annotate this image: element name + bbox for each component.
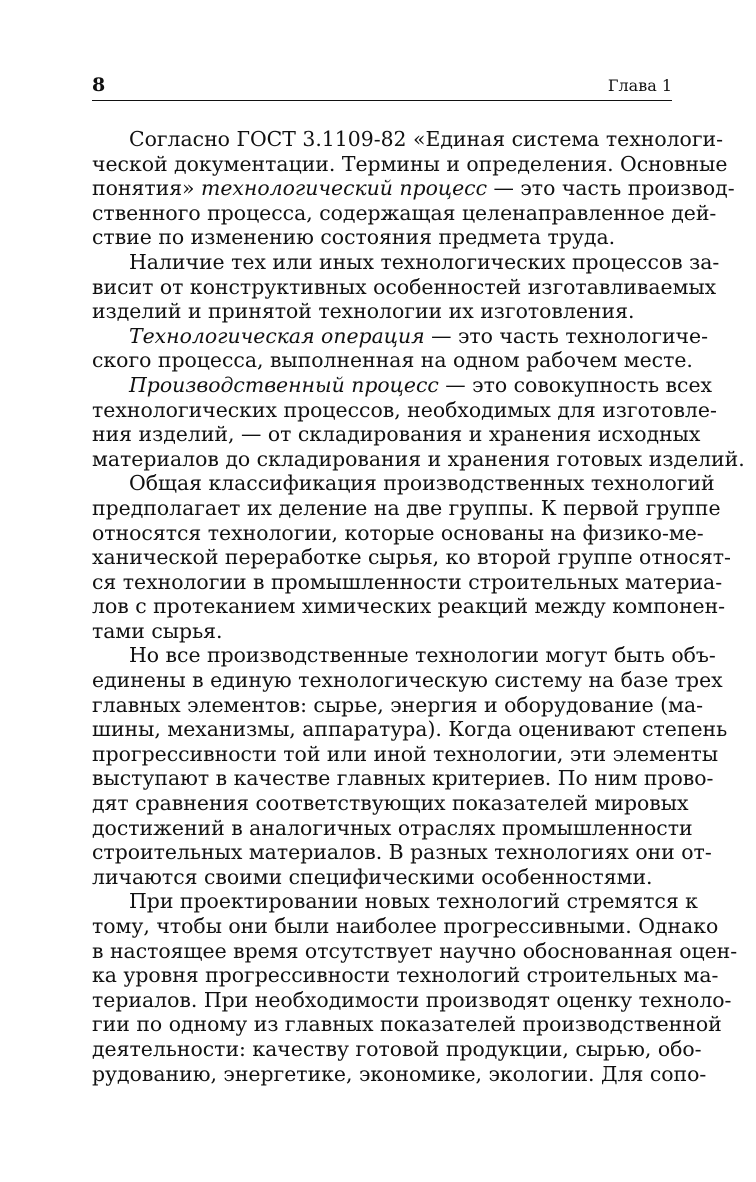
chapter-label: Глава 1 (607, 76, 672, 95)
text-line (92, 372, 713, 398)
paragraph (92, 323, 708, 373)
text-line (92, 865, 672, 890)
text-segment: строительных материалов. В разных технологиях они от- (92, 840, 712, 865)
italic-term: Технологическая операция (129, 323, 425, 348)
text-segment: ханической переработке сырья, ко второй группе относят- (92, 545, 731, 570)
italic-term: технологический процесс (201, 176, 488, 201)
text-line (92, 692, 704, 718)
text-line (92, 815, 693, 841)
text-line (92, 323, 708, 349)
text-segment: тами сырья. (92, 618, 223, 643)
text-segment: технологических процессов, необходимых для изготовле- (92, 397, 717, 422)
text-line (92, 225, 672, 250)
text-segment: относятся технологии, которые основаны на физико-ме- (92, 520, 704, 545)
paragraph (92, 471, 731, 643)
text-segment: тому, чтобы они были наиболее прогрессивными. Однако (92, 914, 719, 938)
text-segment: деятельности: качеству готовой продукции, сырью, обо- (92, 1036, 702, 1061)
text-line (92, 914, 719, 939)
text-segment: материалов до складирования и хранения готовых изделий. (92, 446, 745, 471)
text-line (92, 176, 735, 201)
text-line (92, 1012, 722, 1037)
text-line (92, 889, 698, 914)
text-line (92, 938, 738, 964)
text-segment: териалов. При необходимости производят оценку техноло- (92, 987, 732, 1012)
text-segment: достижений в аналогичных отраслях промышленности (92, 815, 693, 840)
text-segment: понятия» (92, 176, 202, 201)
text-segment: дят сравнения соответствующих показателей мировых (92, 791, 689, 816)
text-segment: ся технологии в промышленности строительных материа- (92, 569, 723, 594)
text-segment: главных элементов: сырье, энергия и оборудование (ма- (92, 692, 704, 717)
text-line (92, 200, 717, 226)
text-line (92, 274, 717, 300)
text-line (92, 668, 723, 693)
text-segment: ческой документации. Термины и определения. Основные (92, 151, 728, 176)
text-segment: лов с протеканием химических реакций между компонен- (92, 594, 726, 619)
text-segment: Но все производственные технологии могут быть объ- (129, 643, 716, 668)
text-segment: рудованию, энергетике, экономике, экологии. Для сопо- (92, 1061, 707, 1086)
text-segment: гии по одному из главных показателей производственной (92, 1012, 722, 1037)
text-line (92, 717, 728, 742)
text-segment: ствие по изменению состояния предмета труда. (92, 225, 616, 250)
text-line (92, 987, 732, 1013)
running-header (92, 74, 672, 101)
text-line (92, 299, 672, 324)
text-segment: — это совокупность всех (438, 372, 713, 397)
text-segment: личаются своими специфическими особенностями. (92, 864, 653, 889)
text-segment: в настоящее время отсутствует научно обоснованная оцен- (92, 938, 738, 963)
text-line (92, 791, 689, 816)
text-segment: изделий и принятой технологии их изготовления. (92, 299, 635, 324)
text-segment: Общая классификация производственных технологий (129, 471, 715, 496)
text-line (92, 840, 712, 865)
text-line (92, 766, 714, 791)
text-line (92, 249, 720, 275)
text-line (92, 963, 719, 988)
text-line (92, 594, 726, 619)
text-line (92, 397, 717, 423)
italic-term: Производственный процесс (129, 372, 439, 397)
paragraph (92, 889, 738, 1086)
text-line (92, 446, 745, 472)
text-segment: При проектировании новых технологий стремятся к (129, 889, 698, 914)
text-line (92, 520, 704, 546)
text-line (92, 569, 723, 595)
text-line (92, 619, 672, 644)
paragraph (92, 643, 728, 889)
body-text (92, 127, 745, 1086)
text-segment: предполагает их деление на две группы. К первой группе (92, 495, 721, 520)
text-segment: Наличие тех или иных технологических процессов за- (129, 249, 720, 274)
text-line (92, 348, 693, 373)
text-segment: единены в единую технологическую систему на базе трех (92, 668, 723, 693)
text-segment: ния изделий, — от складирования и хранения исходных (92, 422, 701, 447)
text-line (92, 1036, 702, 1062)
text-segment: шины, механизмы, аппаратура). Когда оценивают степень (92, 717, 728, 742)
text-segment: ственного процесса, содержащая целенаправленное дей- (92, 200, 717, 225)
paragraph (92, 249, 720, 324)
text-line (92, 422, 701, 447)
text-line (92, 643, 716, 668)
text-line (92, 495, 721, 521)
page-number: 8 (92, 74, 106, 96)
text-line (92, 1061, 707, 1087)
text-segment: прогрессивности той или иной технологии, эти элементы (92, 741, 719, 766)
text-line (92, 741, 719, 767)
text-line (92, 151, 728, 177)
text-segment: ка уровня прогрессивности технологий строительных ма- (92, 963, 719, 988)
text-line (92, 127, 723, 152)
text-segment: — это часть производ- (487, 176, 735, 201)
text-segment: выступают в качестве главных критериев. По ним прово- (92, 766, 714, 791)
paragraph (92, 127, 735, 250)
text-line (92, 545, 731, 570)
text-segment: — это часть технологиче- (424, 323, 708, 348)
text-segment: Согласно ГОСТ 3.1109-82 «Единая система технологи- (129, 127, 723, 151)
text-segment: висит от конструктивных особенностей изготавливаемых (92, 274, 717, 299)
text-segment: ского процесса, выполненная на одном рабочем месте. (92, 348, 693, 373)
paragraph (92, 372, 745, 471)
text-line (92, 471, 715, 496)
